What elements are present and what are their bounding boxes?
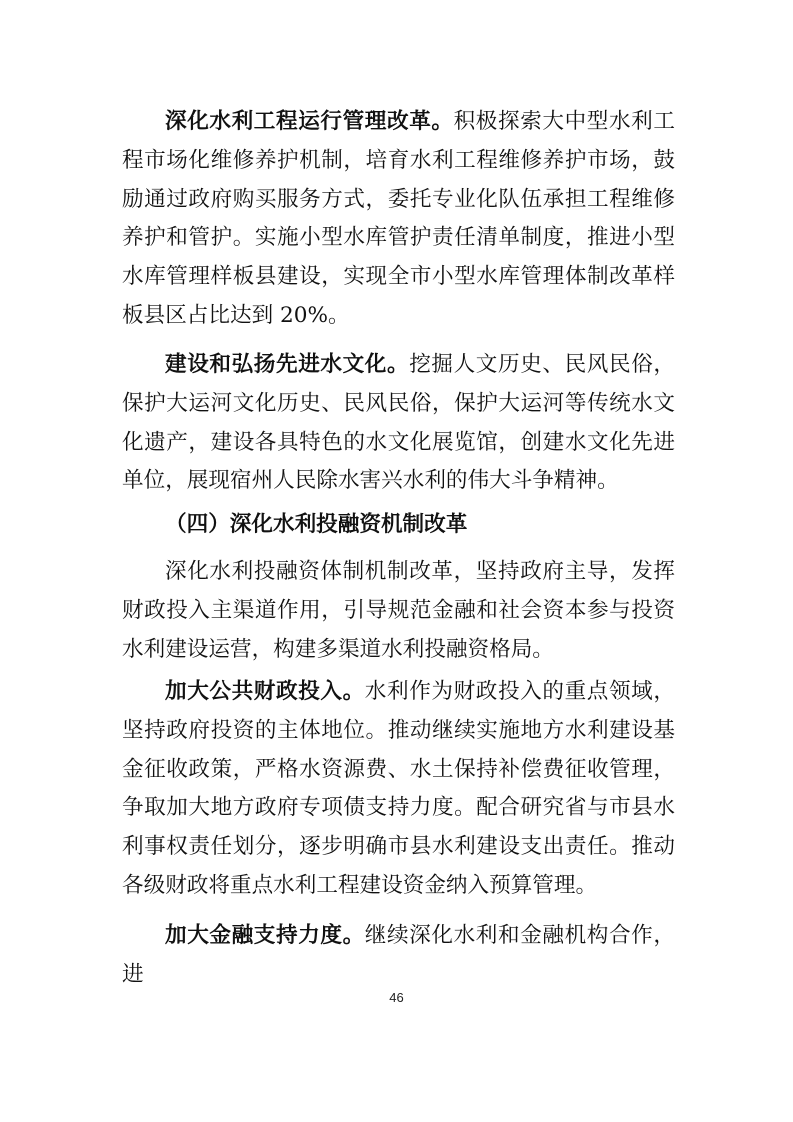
paragraph-lead: 建设和弘扬先进水文化。 <box>165 352 410 377</box>
paragraph-body: 水利作为财政投入的重点领域，坚持政府投资的主体地位。推动继续实施地方水利建设基金征收政策，严格水资源费、水土保持补偿费征收管理，争取加大地方政府专项债支持力度。配合研究省与市县水利事权责任划分，逐步明确市县水利建设支出责任。推动各级财政将重点水利工程建设资金纳入预算管理。 <box>122 679 675 898</box>
paragraph-water-project-operation <box>122 103 675 336</box>
paragraph-lead: 加大公共财政投入。 <box>165 679 365 704</box>
paragraph-investment-reform-intro <box>122 553 675 669</box>
paragraph-body: 深化水利投融资体制机制改革，坚持政府主导，发挥财政投入主渠道作用，引导规范金融和社会资本参与投资水利建设运营，构建多渠道水利投融资格局。 <box>122 559 675 662</box>
paragraph-water-culture <box>122 346 675 501</box>
paragraph-lead: 加大金融支持力度。 <box>165 923 365 948</box>
page-number: 46 <box>389 990 404 1005</box>
paragraph-body: 积极探索大中型水利工程市场化维修养护机制，培育水利工程维修养护市场，鼓励通过政府购买服务方式，委托专业化队伍承担工程维修养护和管护。实施小型水库管护责任清单制度，推进小型水库管理样板县建设，实现全市小型水库管理体制改革样板县区占比达到 20%。 <box>122 109 675 328</box>
paragraph-body: 继续深化水利和金融机构合作，进 <box>122 923 675 987</box>
paragraph-financial-support <box>122 917 675 995</box>
section-heading: （四）深化水利投融资机制改革 <box>165 512 468 537</box>
paragraph-body: 挖掘人文历史、民风民俗，保护大运河文化历史、民风民俗，保护大运河等传统水文化遗产，建设各具特色的水文化展览馆，创建水文化先进单位，展现宿州人民除水害兴水利的伟大斗争精神。 <box>122 352 675 494</box>
paragraph-public-finance <box>122 673 675 906</box>
paragraph-lead: 深化水利工程运行管理改革。 <box>165 109 454 134</box>
